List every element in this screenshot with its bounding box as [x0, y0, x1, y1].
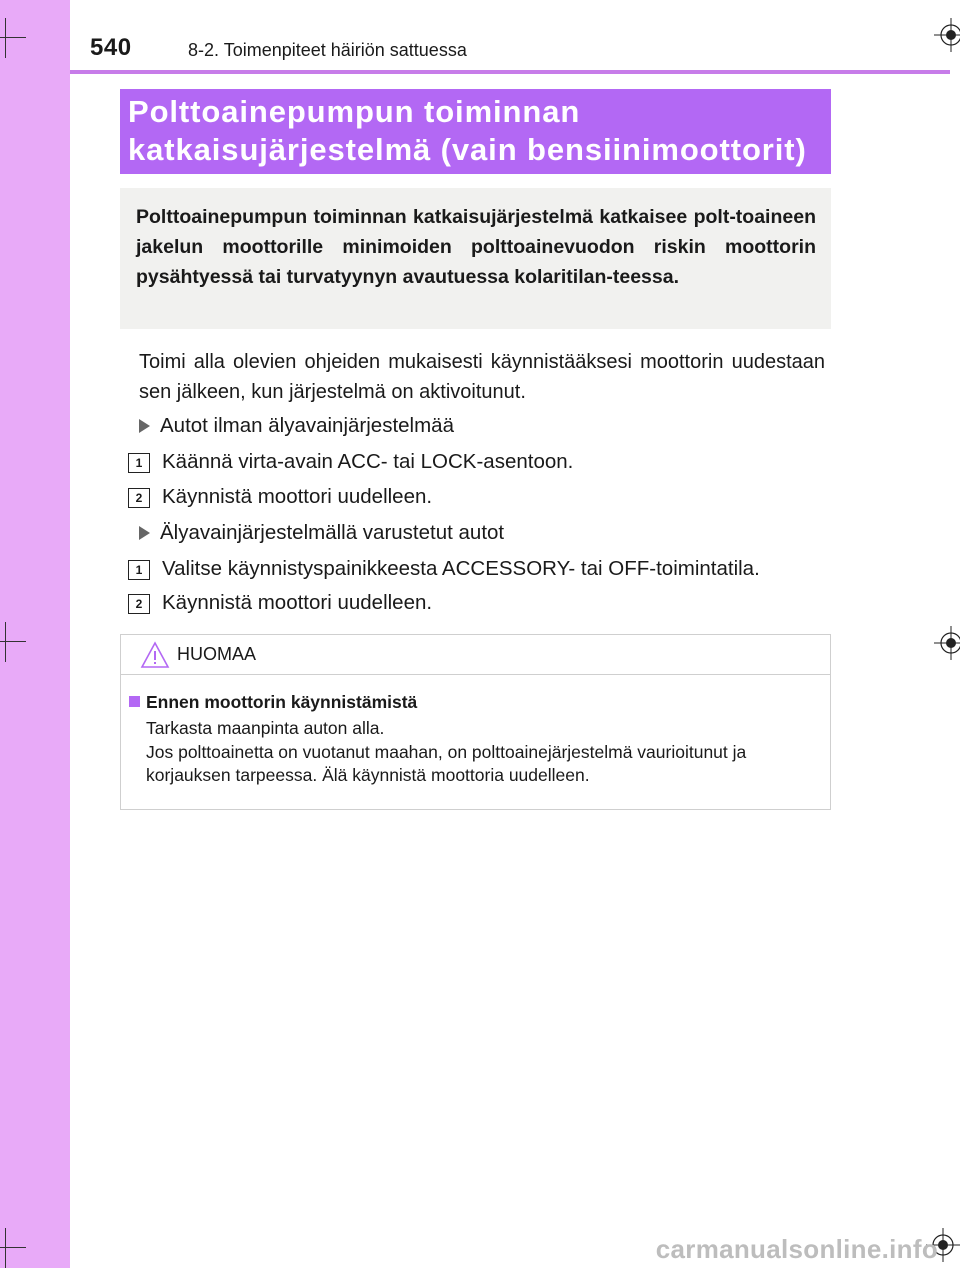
triangle-bullet-icon: [139, 526, 150, 540]
title-banner: [120, 89, 831, 174]
step-number-badge: 1: [128, 453, 150, 473]
triangle-bullet-icon: [139, 419, 150, 433]
section-heading-no-smart-key: [139, 413, 454, 439]
step-item: [128, 556, 760, 582]
section-heading-label: Älyavainjärjestelmällä varustetut autot: [160, 521, 505, 544]
step-number-badge: 1: [128, 560, 150, 580]
step-text: Käännä virta-avain ACC- tai LOCK-asentoon.: [162, 450, 574, 473]
notice-body: [121, 675, 830, 788]
step-text: Käynnistä moottori uudelleen.: [162, 591, 433, 614]
section-heading-smart-key: [139, 520, 504, 546]
watermark: carmanualsonline.info: [655, 1234, 938, 1264]
step-item: [128, 590, 432, 616]
intro-box: [120, 188, 831, 329]
square-bullet-icon: [129, 696, 140, 707]
notice-title: HUOMAA: [177, 644, 257, 664]
section-title: 8-2. Toimenpiteet häiriön sattuessa: [188, 40, 467, 60]
warning-icon: [140, 641, 170, 669]
notice-line-1: Tarkasta maanpinta auton alla.: [146, 718, 385, 738]
intro-text: Polttoainepumpun toiminnan katkaisujärjestelmä katkaisee polt-toaineen jakelun moottorille minimoiden polttoainevuodon riskin moottorin pysähtyessä tai turvatyynyn avautuessa kolaritilan-teessa.: [136, 206, 816, 288]
title-line-2: katkaisujärjestelmä (vain bensiinimoottorit): [128, 132, 807, 167]
step-text: Valitse käynnistyspainikkeesta ACCESSORY- tai OFF-toimintatila.: [162, 557, 760, 580]
page-number: 540: [90, 34, 132, 61]
notice-subheading-label: Ennen moottorin käynnistämistä: [146, 692, 418, 712]
title-line-1: Polttoainepumpun toiminnan: [128, 94, 581, 129]
crop-mark-icon: [0, 1228, 26, 1268]
body-paragraph: Toimi alla olevien ohjeiden mukaisesti käynnistääksesi moottorin uudestaan sen jälkeen, kun järjestelmä on aktivoitunut.: [139, 351, 825, 403]
step-text: Käynnistä moottori uudelleen.: [162, 485, 433, 508]
notice-box: [120, 634, 831, 810]
notice-line-2: Jos polttoainetta on vuotanut maahan, on polttoainejärjestelmä vaurioitunut ja korjauksen tarpeessa. Älä käynnistä moottoria uudelleen.: [146, 741, 747, 785]
step-item: [128, 484, 432, 510]
header-rule: [70, 70, 950, 74]
notice-subheading: [129, 690, 816, 714]
section-heading-label: Autot ilman älyavainjärjestelmää: [160, 414, 454, 437]
crop-mark-icon: [0, 622, 26, 662]
notice-text: [146, 717, 816, 788]
step-number-badge: 2: [128, 488, 150, 508]
registration-mark-icon: [934, 626, 960, 660]
registration-mark-icon: [934, 18, 960, 52]
step-number-badge: 2: [128, 594, 150, 614]
crop-mark-icon: [0, 18, 26, 58]
step-item: [128, 449, 573, 475]
notice-header: [121, 635, 830, 675]
